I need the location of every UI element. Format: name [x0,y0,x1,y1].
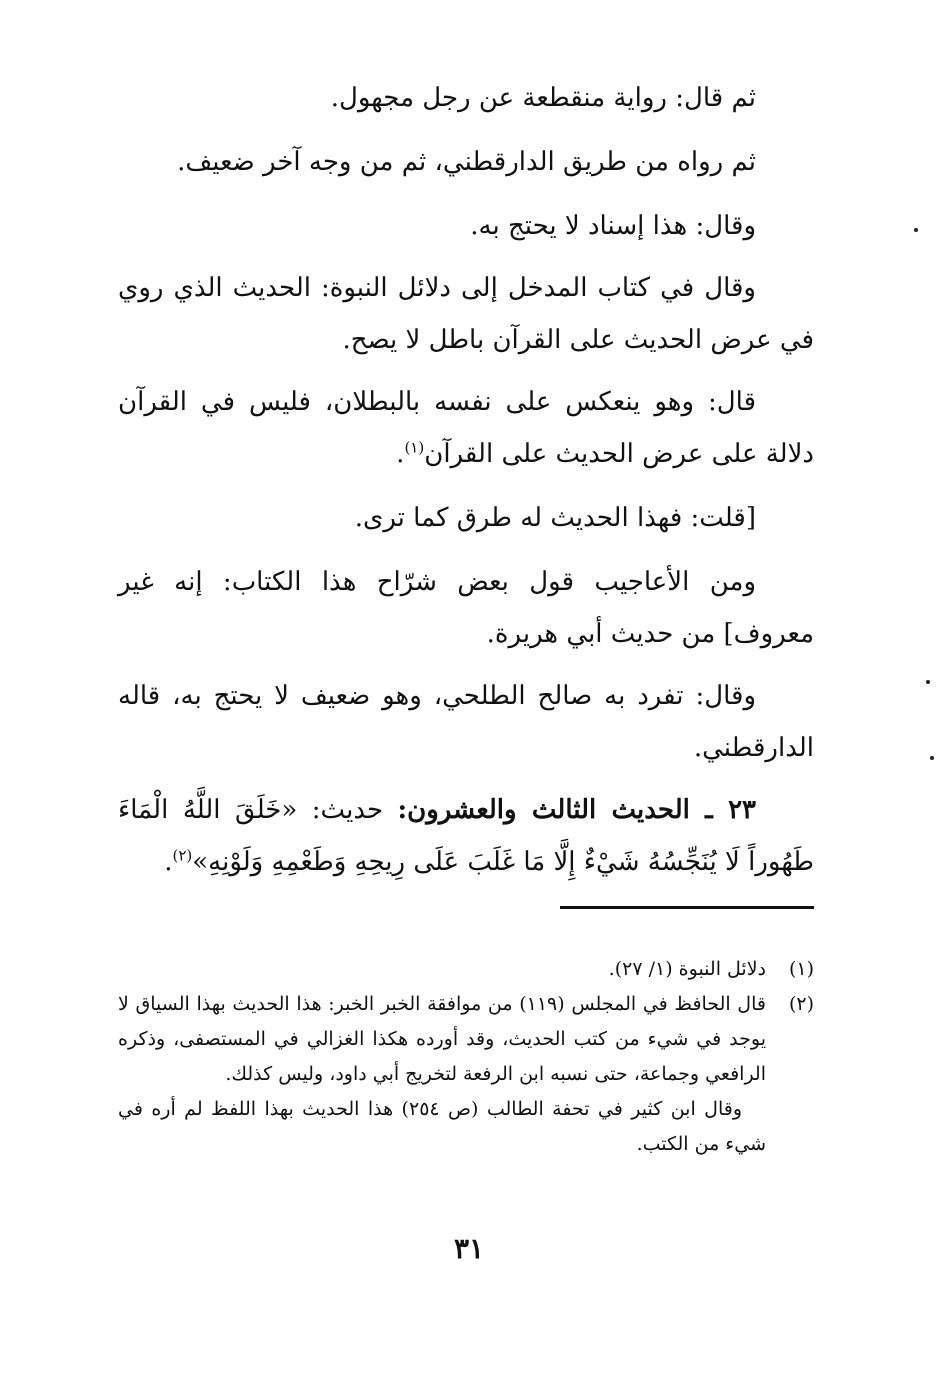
scan-speck [926,680,930,684]
footnote-ref-1: (١) [404,438,425,457]
scan-speck [930,756,934,760]
footnote-ref-2: (٢) [172,846,193,865]
paragraph-9-end: . [164,847,173,877]
paragraph-8: وقال: تفرد به صالح الطلحي، وهو ضعيف لا يحتج به، قاله الدارقطني. [118,681,814,763]
paragraph-7: ومن الأعاجيب قول بعض شرّاح هذا الكتاب: إنه غير معروف] من حديث أبي هريرة. [118,567,814,649]
footnote-1-number: (١) [788,958,814,980]
page-number: ٣١ [453,1232,485,1265]
paragraph-6: [قلت: فهذا الحديث له طرق كما ترى. [354,503,756,533]
paragraph-5-end: . [396,439,405,469]
paragraph-4: وقال في كتاب المدخل إلى دلائل النبوة: الحديث الذي روي في عرض الحديث على القرآن باطل لا يصح. [118,273,814,355]
footnote-1-text: دلائل النبوة (١/ ٢٧). [608,958,766,980]
paragraph-3: وقال: هذا إسناد لا يحتج به. [470,211,756,241]
paragraph-1: ثم قال: رواية منقطعة عن رجل مجهول. [330,83,756,113]
paragraph-5 [118,376,814,480]
main-text [118,72,814,888]
paragraph-5-text: قال: وهو ينعكس على نفسه بالبطلان، فليس في القرآن دلالة على عرض الحديث على القرآن [118,387,814,469]
footnote-2-text: قال الحافظ في المجلس (١١٩) من موافقة الخبر الخبر: هذا الحديث بهذا السياق لا يوجد في شيء من كتب الحديث، وقد أورده هكذا الغزالي في المستصفى، وذكره الرافعي وجماعة، حتى نسبه ابن الرفعة لتخريج أبي داود، وليس كذلك. [118,993,766,1085]
footnote-separator [560,906,814,909]
hadith-heading: ٢٣ ـ الحديث الثالث والعشرون: [397,795,756,825]
paragraph-2: ثم رواه من طريق الدارقطني، ثم من وجه آخر ضعيف. [177,147,756,177]
footnote-2 [118,987,814,1162]
hadith-text: حديث: «خَلَقَ اللَّهُ الْمَاءَ طَهُوراً لَا يُنَجِّسُهُ شَيْءٌ إِلَّا مَا غَلَبَ عَلَى رِيحِهِ وَطَعْمِهِ وَلَوْنِهِ» [118,795,814,877]
paragraph-9 [118,784,814,888]
footnote-2-number: (٢) [788,993,814,1015]
scan-speck [914,228,918,232]
footnote-1 [118,952,814,987]
footnote-2-text-continued: وقال ابن كثير في تحفة الطالب (ص ٢٥٤) هذا الحديث بهذا اللفظ لم أره في شيء من الكتب. [118,1098,766,1155]
footnotes [118,952,814,1162]
